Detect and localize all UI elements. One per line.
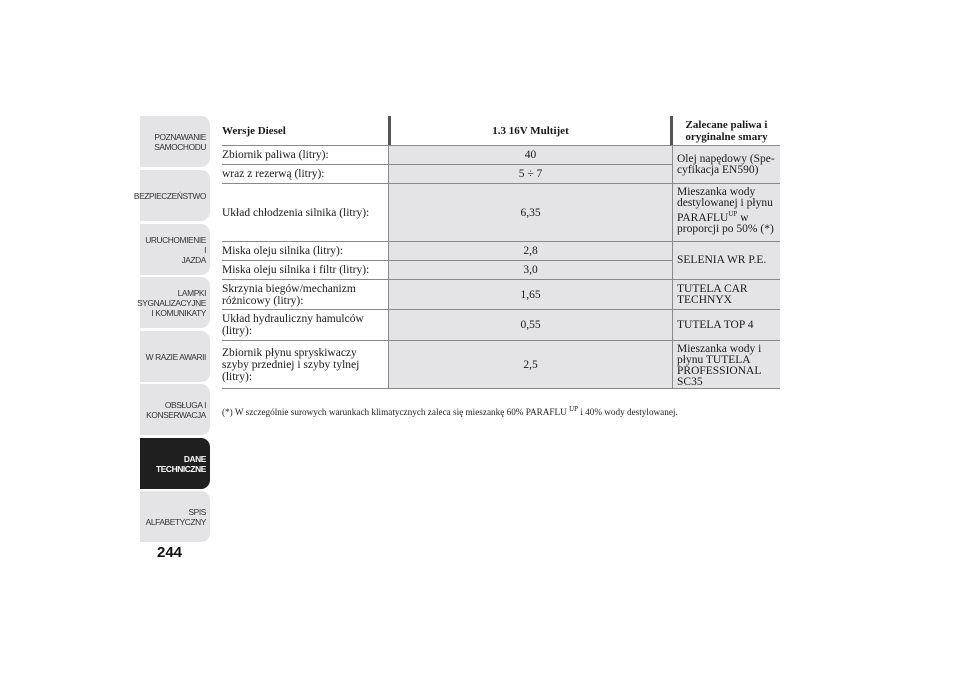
row-label: Miska oleju silnika i filtr (litry): (222, 264, 370, 276)
row-value: 1,65 (388, 280, 673, 309)
row-label: Zbiornik płynu spryskiwaczy szyby przedniej i szyby tylnej (litry): (222, 346, 360, 383)
rec-coolant (673, 184, 780, 242)
table-row (222, 341, 673, 389)
header-versions: Wersje Diesel (222, 124, 286, 137)
table-left-columns (222, 146, 673, 389)
table-row (222, 165, 673, 184)
rec-coolant-tail: w proporcji po 50% (*) (677, 211, 774, 235)
row-value: 5 ÷ 7 (388, 165, 673, 183)
table-row (222, 261, 673, 280)
row-label: Miska oleju silnika (litry): (222, 245, 344, 257)
tab-uruchomienie-i-jazda[interactable]: URUCHOMIENIE I JAZDA (140, 224, 210, 275)
rec-fuel: Olej napędowy (Spe-cyfikacja EN590) (673, 146, 780, 184)
tab-obsluga-i-konserwacja[interactable]: OBSŁUGA I KONSERWACJA (140, 384, 210, 435)
row-value: 40 (388, 146, 673, 164)
rec-coolant-sup: UP (728, 210, 738, 218)
rec-engine-oil: SELENIA WR P.E. (673, 242, 780, 280)
row-value: 3,0 (388, 261, 673, 279)
row-label: Układ chłodzenia silnika (litry): (222, 206, 370, 219)
header-recommended: Zalecane paliwa i oryginalne smary (685, 118, 768, 143)
tab-w-razie-awarii[interactable]: W RAZIE AWARII (140, 331, 210, 382)
row-label: Zbiornik paliwa (litry): (222, 149, 329, 161)
rec-brakes: TUTELA TOP 4 (673, 310, 780, 341)
rec-coolant-text: Mieszanka wody destylowanej i płynu PARAFLU (677, 186, 773, 224)
tab-spis-alfabetyczny[interactable]: SPIS ALFABETYCZNY (140, 491, 210, 542)
page-number: 244 (157, 544, 183, 561)
tab-lampki-sygnalizacyjne[interactable]: LAMPKI SYGNALIZACYJNE I KOMUNIKATY (140, 277, 210, 328)
row-value: 6,35 (388, 184, 673, 241)
header-engine: 1.3 16V Multijet (388, 116, 673, 145)
rec-gearbox: TUTELA CAR TECHNYX (673, 280, 780, 310)
footnote-tail: i 40% wody destylowanej. (578, 407, 678, 418)
table-body (222, 146, 780, 389)
row-value: 2,8 (388, 242, 673, 260)
table-row (222, 280, 673, 310)
table-row (222, 184, 673, 242)
row-value: 0,55 (388, 310, 673, 340)
row-label: Skrzynia biegów/mechanizm różnicowy (litry): (222, 282, 356, 307)
table-row (222, 146, 673, 165)
tab-bezpieczenstwo[interactable]: BEZPIECZEŃSTWO (140, 170, 210, 221)
capacities-table (222, 116, 780, 389)
row-label: wraz z rezerwą (litry): (222, 168, 325, 180)
footnote (222, 405, 782, 417)
table-row (222, 242, 673, 261)
footnote-sup: UP (569, 405, 579, 413)
table-header-row (222, 116, 780, 146)
tab-dane-techniczne[interactable]: DANE TECHNICZNE (140, 438, 210, 489)
row-label: Układ hydrauliczny hamulców (litry): (222, 313, 364, 337)
footnote-text: (*) W szczególnie surowych warunkach klimatycznych zaleca się mieszankę 60% PARAFLU (222, 407, 570, 418)
row-value: 2,5 (388, 341, 673, 388)
rec-washer: Mieszanka wody i płynu TUTELA PROFESSIONAL SC35 (673, 341, 780, 389)
tab-poznawanie-samochodu[interactable]: POZNAWANIE SAMOCHODU (140, 116, 210, 167)
table-row (222, 310, 673, 341)
